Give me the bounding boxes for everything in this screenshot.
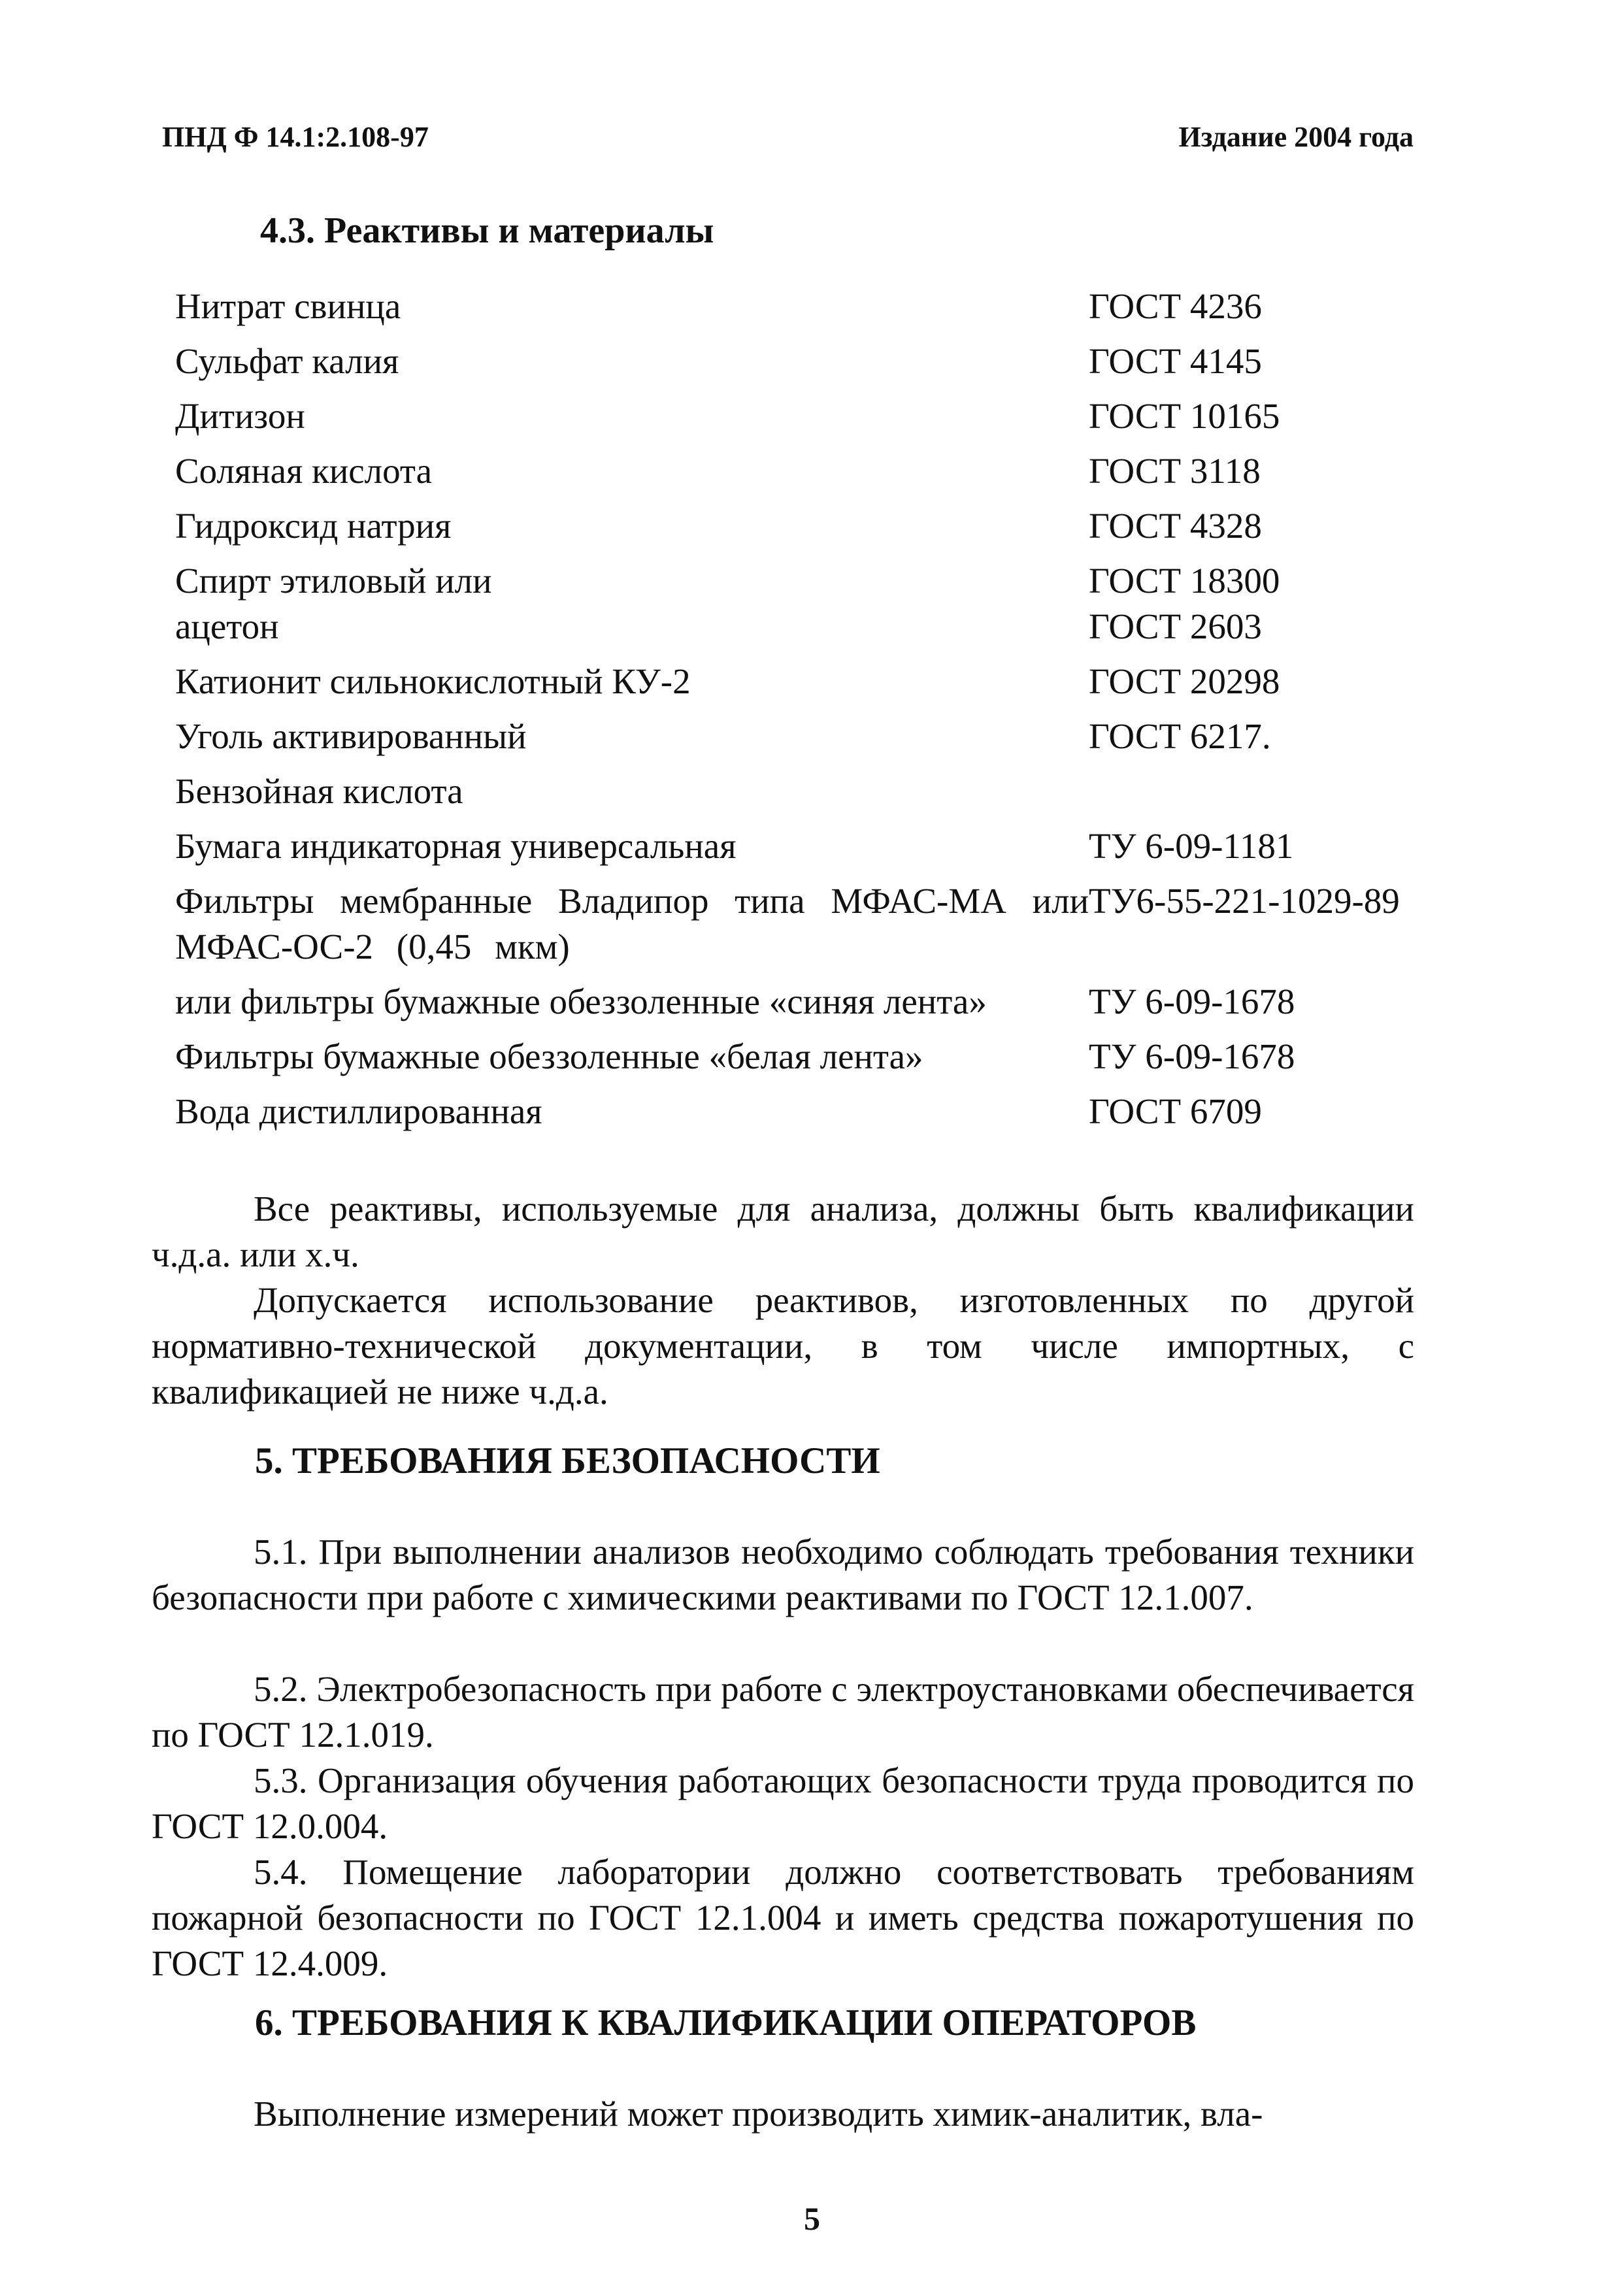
reagent-standard: ГОСТ 4145 <box>1089 341 1262 381</box>
reagent-standard: ГОСТ 3118 <box>1089 451 1261 491</box>
reagent-standard: ТУ 6-09-1181 <box>1089 826 1294 866</box>
reagent-name: Фильтры бумажные обеззоленные «белая лента» <box>175 1036 923 1076</box>
paragraph-5-4: 5.4. Помещение лаборатории должно соответствовать требованиям пожарной безопасности по ГОСТ 12.1.004 и иметь средства пожаротушения по ГОСТ 12.4.009. <box>152 1852 1414 1983</box>
reagent-standard: ГОСТ 20298 <box>1089 661 1280 701</box>
reagent-name: Бензойная кислота <box>175 771 463 811</box>
reagent-standard: ТУ 6-09-1678 <box>1089 982 1295 1021</box>
reagent-name: Бумага индикаторная универсальная <box>175 826 737 866</box>
reagent-standard: ТУ6-55-221-1029-89 <box>1089 881 1400 921</box>
page-header <box>162 118 1414 157</box>
reagent-row <box>175 878 1414 970</box>
reagent-standard: ГОСТ 6709 <box>1089 1091 1262 1131</box>
reagent-row <box>175 448 1414 494</box>
reagent-name: Нитрат свинца <box>175 286 401 326</box>
reagents-list <box>175 284 1414 1144</box>
reagent-standard: ГОСТ 18300 ГОСТ 2603 <box>1089 561 1280 646</box>
reagent-name: или фильтры бумажные обеззоленные «синяя лента» <box>175 982 987 1021</box>
reagent-standard: ГОСТ 10165 <box>1089 396 1280 436</box>
reagent-row <box>175 659 1414 704</box>
reagent-name: Катионит сильнокислотный КУ-2 <box>175 661 691 701</box>
reagent-name: Уголь активированный <box>175 716 527 756</box>
reagent-name: Спирт этиловый или ацетон <box>175 561 492 646</box>
document-code: ПНД Ф 14.1:2.108-97 <box>162 121 429 153</box>
edition-label: Издание 2004 года <box>1178 121 1414 153</box>
reagent-row <box>175 979 1414 1025</box>
reagent-name: Гидроксид натрия <box>175 506 452 546</box>
paragraph-5-3: 5.3. Организация обучения работающих безопасности труда проводится по ГОСТ 12.0.004. <box>152 1760 1414 1846</box>
reagent-row <box>175 503 1414 549</box>
paragraph-5-2: 5.2. Электробезопасность при работе с электроустановками обеспечивается по ГОСТ 12.1.019. <box>152 1669 1414 1755</box>
reagent-row <box>175 393 1414 439</box>
reagent-row <box>175 338 1414 384</box>
reagent-name: Сульфат калия <box>175 341 399 381</box>
import-reagents-note: Допускается использование реактивов, изготовленных по другой нормативно-технической документации, в том числе импортных, с квалификацией не ниже ч.д.а. <box>152 1280 1414 1412</box>
paragraph-5-1: 5.1. При выполнении анализов необходимо соблюдать требования техники безопасности при работе с химическими реактивами по ГОСТ 12.1.007. <box>152 1532 1414 1617</box>
reagent-row <box>175 1089 1414 1134</box>
page-number: 5 <box>804 2200 820 2237</box>
reagent-standard: ТУ 6-09-1678 <box>1089 1036 1295 1076</box>
section-4-3-title: 4.3. Реактивы и материалы <box>260 210 714 251</box>
reagent-standard: ГОСТ 4236 <box>1089 286 1262 326</box>
reagent-row <box>175 1034 1414 1080</box>
reagent-name: Вода дистиллированная <box>175 1091 542 1131</box>
reagent-name: Соляная кислота <box>175 451 433 491</box>
reagent-name: Фильтры мембранные Владипор типа МФАС-МА или МФАС-ОС-2 (0,45 мкм) <box>175 881 1089 966</box>
paragraph-6-1: Выполнение измерений может производить химик-аналитик, вла- <box>254 2094 1263 2134</box>
section-6-title: 6. ТРЕБОВАНИЯ К КВАЛИФИКАЦИИ ОПЕРАТОРОВ <box>255 2002 1197 2043</box>
reagent-name: Дитизон <box>175 396 305 436</box>
reagent-row <box>175 768 1414 814</box>
reagent-standard: ГОСТ 6217. <box>1089 716 1271 756</box>
reagent-row <box>175 558 1414 650</box>
reagent-row <box>175 714 1414 759</box>
qualification-note: Все реактивы, используемые для анализа, должны быть квалификации ч.д.а. или х.ч. <box>152 1189 1414 1274</box>
section-5-title: 5. ТРЕБОВАНИЯ БЕЗОПАСНОСТИ <box>255 1440 880 1481</box>
reagent-row <box>175 284 1414 329</box>
reagent-row <box>175 823 1414 869</box>
reagent-standard: ГОСТ 4328 <box>1089 506 1262 546</box>
